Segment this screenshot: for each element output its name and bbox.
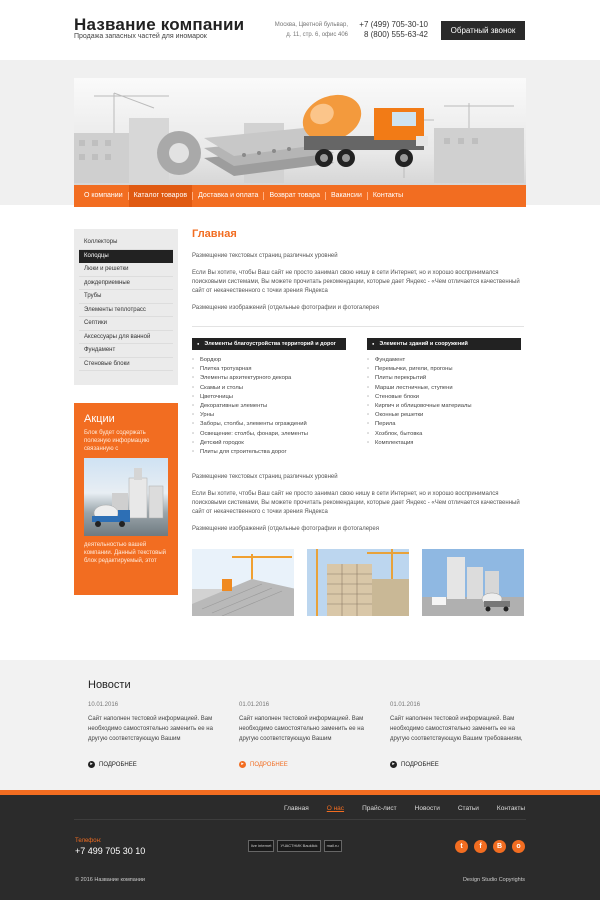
promo-text-1: Блок будет содержать полезную информацию связанную с <box>84 430 150 452</box>
footer-nav-about[interactable]: О нас <box>326 805 345 812</box>
category-column <box>367 338 521 457</box>
list-item[interactable]: ▫ Перила <box>367 420 521 429</box>
news-text: Сайт наполнен тестовой информацией. Вам необходимо самостоятельно заменить ее на другую соответствующую Вашим требованиям, <box>390 716 523 742</box>
sidebar-item-foundation[interactable]: Фундамент <box>79 344 173 358</box>
promo-block <box>74 403 178 595</box>
footer-nav-news[interactable]: Новости <box>414 805 440 812</box>
news-section <box>0 660 600 790</box>
sidebar-item-wall-blocks[interactable]: Стеновые блоки <box>79 358 173 372</box>
nav-item-returns[interactable]: Возврат товара <box>269 192 320 199</box>
promo-image <box>84 458 168 536</box>
list-item[interactable]: ▫ Урны <box>192 411 346 420</box>
footer-nav-articles[interactable]: Статьи <box>457 805 479 812</box>
twitter-icon[interactable]: t <box>455 840 468 853</box>
phone-2[interactable]: 8 (800) 555-63-42 <box>363 30 428 39</box>
arrow-right-icon: ▸ <box>239 761 246 768</box>
list-item[interactable]: ▫ Плиты для строительства дорог <box>192 448 346 457</box>
main-content <box>192 228 524 616</box>
social-links <box>455 840 525 853</box>
catalog-sidebar <box>74 229 178 385</box>
list-item[interactable]: ▫ Комплектация <box>367 439 521 448</box>
list-item[interactable]: ▫ Детский городок <box>192 439 346 448</box>
news-more-label[interactable]: ПОДРОБНЕЕ <box>250 761 288 768</box>
paragraph: Размещение изображений (отдельные фотографии и фотогалерея <box>192 526 379 533</box>
news-more-link[interactable] <box>239 761 288 768</box>
footer-nav-pricelist[interactable]: Прайс-лист <box>362 805 397 812</box>
news-text: Сайт наполнен тестовой информацией. Вам необходимо самостоятельно заменить ее на другую соответствующую Вашим <box>239 716 364 742</box>
list-item[interactable]: ▫ Освещение: столбы, фонари, элементы <box>192 430 346 439</box>
footer-nav-home[interactable]: Главная <box>283 805 309 812</box>
news-more-label[interactable]: ПОДРОБНЕЕ <box>99 761 137 768</box>
mailru-counter[interactable]: mail.ru <box>324 840 342 852</box>
hero-banner <box>74 78 526 185</box>
gallery-illustration <box>422 549 524 616</box>
gallery-image[interactable] <box>422 549 524 616</box>
promo-illustration <box>84 458 168 536</box>
news-date: 01.01.2016 <box>239 702 270 708</box>
sidebar-item-heating[interactable]: Элементы теплотрасс <box>79 304 173 318</box>
nav-item-delivery[interactable]: Доставка и оплата <box>198 192 259 199</box>
design-credit[interactable]: Design Studio Copyrights <box>462 877 525 883</box>
copyright: © 2016 Название компании <box>75 877 145 883</box>
nav-item-contacts[interactable]: Контакты <box>372 192 404 199</box>
callback-button[interactable]: Обратный звонок <box>441 21 525 40</box>
footer-divider <box>74 819 526 820</box>
footer-phone-label: Телефон: <box>75 838 102 844</box>
column-heading: ● Элементы зданий и сооружений <box>367 338 521 350</box>
arrow-right-icon: ▸ <box>390 761 397 768</box>
paragraph: Размещение текстовых страниц различных уровней <box>192 253 338 259</box>
nav-item-catalog[interactable]: Каталог товаров <box>129 185 192 207</box>
phones <box>356 20 428 40</box>
bauklick-counter[interactable]: УЧАСТНИК Bauklick <box>277 840 320 852</box>
phone-1[interactable]: +7 (499) 705-30-10 <box>359 20 428 29</box>
promo-title: Акции <box>84 413 115 425</box>
footer-phone[interactable]: +7 499 705 30 10 <box>75 846 146 856</box>
nav-item-about[interactable]: О компании <box>84 192 123 199</box>
arrow-right-icon: ▸ <box>88 761 95 768</box>
photo-gallery <box>192 549 524 616</box>
list-item[interactable]: ▫ Заборы, столбы, элементы ограждений <box>192 420 346 429</box>
page-title: Главная <box>192 228 237 240</box>
paragraph: Если Вы хотите, чтобы Ваш сайт не просто занимал свою нишу в сети Интернет, но и хорошо воспринимался поисковыми системами, Вы можете прочитать рекомендации, которые дает Яндекс - «Чем отличается качественный сайт от некачественного с точки зрения Яндекса <box>192 270 520 294</box>
sidebar-item-hatches[interactable]: Люки и решетки <box>79 263 173 277</box>
list-item[interactable]: ▫ Стеновые блоки <box>367 393 521 402</box>
list-item[interactable]: ▫ Хозблок, бытовка <box>367 430 521 439</box>
news-item <box>390 702 530 744</box>
gallery-illustration <box>192 549 294 616</box>
facebook-icon[interactable]: f <box>474 840 487 853</box>
site-footer <box>0 795 600 900</box>
list-item[interactable]: ▫ Плитка тротуарная <box>192 365 346 374</box>
paragraph: Размещение текстовых страниц различных уровней <box>192 474 338 481</box>
promo-text-2: деятельностью вашей компании. Данный текстовый блок редактируемый, этот <box>84 542 167 564</box>
paragraph: Если Вы хотите, чтобы Ваш сайт не просто занимал свою нишу в сети Интернет, но и хорошо воспринимался поисковыми системами, Вы можете прочитать рекомендации, которые дает Яндекс - «Чем отличается качественный сайт от некачественного с точки зрения Яндекса <box>192 491 520 516</box>
address-line-1: Москва, Цветной бульвар, <box>274 22 348 28</box>
list-item[interactable]: ▫ Декоративные элементы <box>192 402 346 411</box>
list-item[interactable]: ▫ Марши лестничные, ступени <box>367 384 521 393</box>
list-item[interactable]: ▫ Плиты перекрытий <box>367 374 521 383</box>
gallery-illustration <box>307 549 409 616</box>
news-title: Новости <box>88 679 131 691</box>
news-item <box>88 702 228 744</box>
sidebar-item-wells[interactable]: Колодцы <box>79 250 173 264</box>
hero-illustration <box>74 78 526 185</box>
column-heading: ● Элементы благоустройства территорий и дорог <box>192 338 346 350</box>
main-nav <box>74 185 526 207</box>
divider <box>192 326 524 327</box>
odnoklassniki-icon[interactable]: o <box>512 840 525 853</box>
list-item[interactable]: ▫ Оконные решетки <box>367 411 521 420</box>
vk-icon[interactable]: B <box>493 840 506 853</box>
news-more-link[interactable] <box>390 761 439 768</box>
address <box>262 20 348 40</box>
counters <box>248 840 342 852</box>
nav-item-vacancies[interactable]: Вакансии <box>331 192 362 199</box>
category-columns <box>192 338 524 457</box>
sidebar-item-collectors[interactable]: Коллекторы <box>79 236 173 250</box>
category-column <box>192 338 346 457</box>
sidebar-item-septic[interactable]: Септики <box>79 317 173 331</box>
site-header <box>0 0 600 60</box>
liveinternet-counter[interactable]: live internet <box>248 840 274 852</box>
news-date: 10.01.2016 <box>88 702 119 708</box>
gallery-image[interactable] <box>192 549 294 616</box>
sidebar-item-rain-inlets[interactable]: дождеприемные <box>79 277 173 291</box>
news-date: 01.01.2016 <box>390 702 421 708</box>
news-text: Сайт наполнен тестовой информацией. Вам необходимо самостоятельно заменить ее на другую соответствующую Вашим <box>88 716 213 742</box>
paragraph: Размещение изображений (отдельные фотографии и фотогалерея <box>192 305 379 311</box>
footer-nav-contacts[interactable]: Контакты <box>496 805 525 812</box>
news-more-label[interactable]: ПОДРОБНЕЕ <box>401 761 439 768</box>
company-name[interactable]: Название компании <box>74 15 245 34</box>
company-tagline: Продажа запасных частей для иномарок <box>74 33 207 40</box>
list-item[interactable]: ▫ Цветочницы <box>192 393 346 402</box>
news-more-link[interactable] <box>88 761 137 768</box>
sidebar-item-bath-accessories[interactable]: Аксессуары для ванной <box>79 331 173 345</box>
sidebar-item-pipes[interactable]: Трубы <box>79 290 173 304</box>
list-item[interactable]: ▫ Кирпич и облицовочные материалы <box>367 402 521 411</box>
list-item[interactable]: ▫ Фундамент <box>367 356 521 365</box>
list-item[interactable]: ▫ Элементы архитектурного декора <box>192 374 346 383</box>
list-item[interactable]: ▫ Скамьи и столы <box>192 384 346 393</box>
news-item <box>239 702 379 744</box>
gallery-image[interactable] <box>307 549 409 616</box>
footer-nav <box>284 805 525 812</box>
address-line-2: д. 11, стр. 6, офис 406 <box>286 32 348 38</box>
list-item[interactable]: ▫ Бордюр <box>192 356 346 365</box>
list-item[interactable]: ▫ Перемычки, ригели, прогоны <box>367 365 521 374</box>
